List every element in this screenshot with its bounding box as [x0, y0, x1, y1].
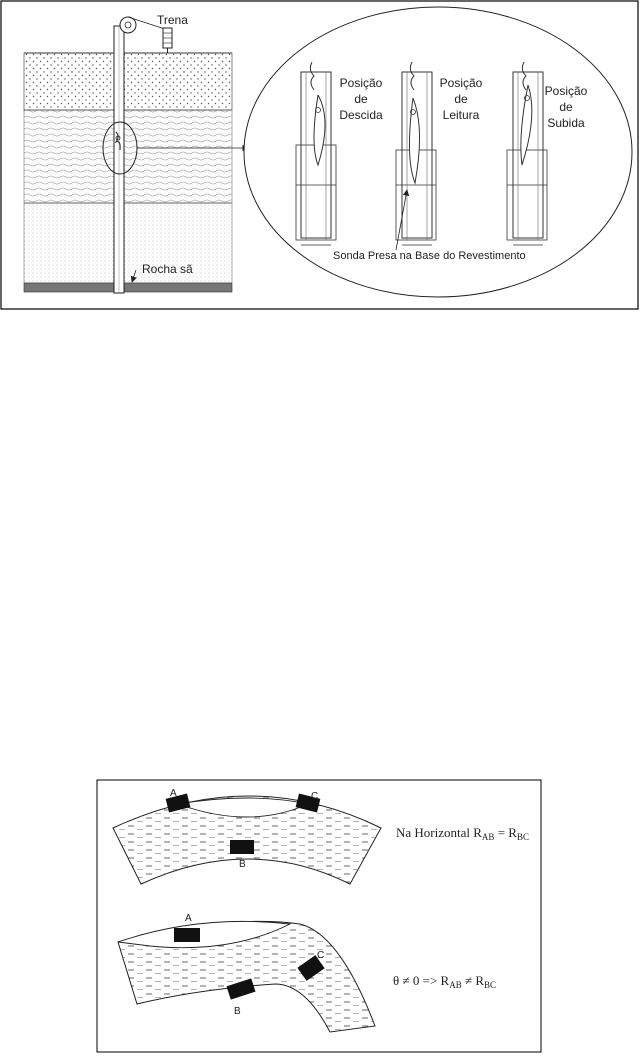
lower-equation: $\theta \ne 0 => R_{AB} \ne R_{BC}$ [393, 973, 497, 990]
svg-text:de: de [559, 100, 573, 114]
curvature-figure [0, 774, 640, 1058]
silt-layer [24, 203, 232, 283]
lower-label-c: C [317, 950, 325, 961]
svg-text:de: de [354, 92, 368, 106]
upper-label-b: B [239, 859, 246, 870]
svg-text:Posição: Posição [339, 76, 383, 90]
probe-ascent-drawing [507, 62, 547, 245]
svg-text:Leitura: Leitura [442, 108, 480, 122]
soil-profile [24, 53, 232, 292]
lower-arc-inclined [118, 921, 375, 1032]
rock-label: Rocha sã [142, 262, 193, 276]
probe-descent-drawing [296, 62, 336, 245]
lower-label-b: B [234, 1006, 241, 1017]
tape-label: Trena [157, 13, 188, 27]
inclinometer-borehole-figure [0, 0, 640, 312]
probe-caption: Sonda Presa na Base do Revestimento [333, 250, 526, 262]
upper-sensor-b [230, 840, 254, 854]
svg-text:Descida: Descida [339, 108, 383, 122]
svg-text:de: de [454, 92, 468, 106]
inclinometer-casing [114, 26, 124, 293]
svg-text:Posição: Posição [439, 76, 483, 90]
upper-label-c: C [311, 791, 319, 802]
lower-label-a: A [185, 913, 192, 924]
upper-label-a: A [170, 788, 177, 799]
lower-sensor-a [174, 928, 200, 942]
bedrock-layer [24, 283, 232, 292]
svg-text:Posição: Posição [544, 84, 588, 98]
svg-text:Subida: Subida [547, 116, 585, 130]
tape-readout-icon [163, 28, 172, 53]
upper-equation: Na Horizontal $R_{AB} = R_{BC}$ [396, 825, 529, 842]
sand-layer [24, 53, 232, 110]
upper-arc-horizontal [113, 794, 381, 884]
